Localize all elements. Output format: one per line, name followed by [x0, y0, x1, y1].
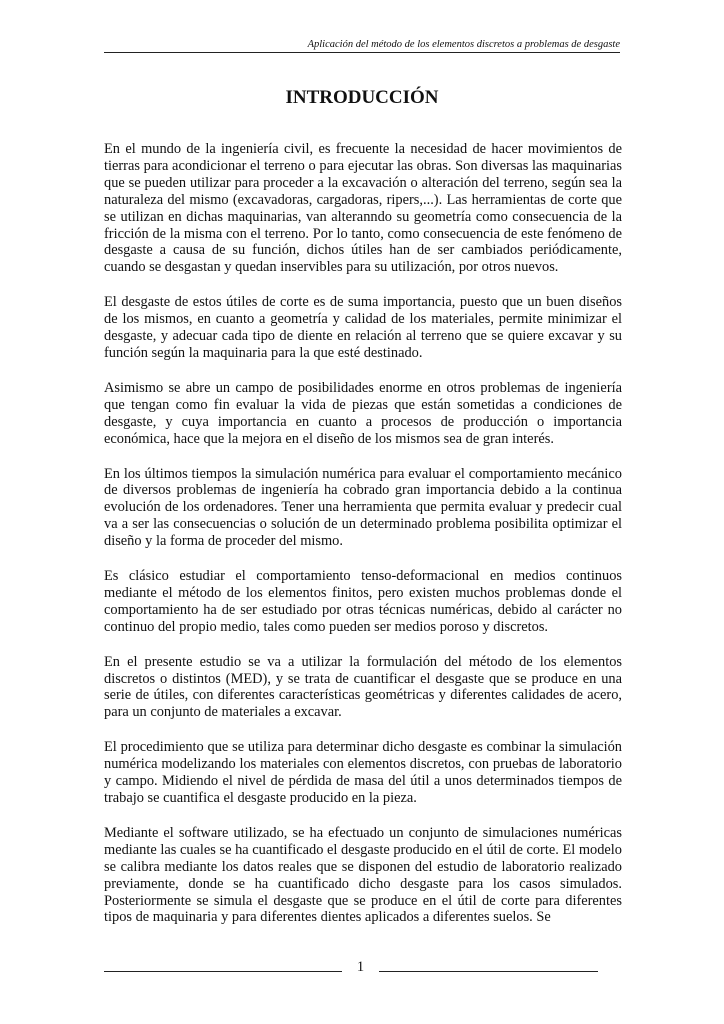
body-text — [104, 141, 622, 944]
paragraph: En el mundo de la ingeniería civil, es frecuente la necesidad de hacer movimientos de tierras para acondicionar el terreno o para ejecutar las obras. Son diversas las maquinarias que se pueden utilizar para proceder a la excavación o alteración del terreno, según sea la naturaleza del mismo (excavadoras, cargadoras, ripers,...). Las herramientas de corte que se utilizan en dichas maquinarias, van alteranndo su geometría como consecuencia de la fricción de la misma con el terreno. Por lo tanto, como consecuencia de este fenómeno de desgaste a causa de su función, dichos útiles han de ser cambiados periódicamente, cuando se desgastan y quedan inservibles para su utilización, por otros nuevos. — [104, 141, 622, 276]
footer-rule-left — [104, 971, 342, 972]
page-title: INTRODUCCIÓN — [285, 87, 439, 108]
running-header — [104, 38, 620, 53]
page-number: 1 — [356, 959, 365, 975]
paragraph: El desgaste de estos útiles de corte es de suma importancia, puesto que un buen diseños de los mismos, en cuanto a geometría y calidad de los materiales, permite minimizar el desgaste, y adecuar cada tipo de diente en relación al terreno que se quiere excavar y su función según la maquinaria para la que esté destinado. — [104, 294, 622, 361]
running-title: Aplicación del método de los elementos discretos a problemas de desgaste — [307, 39, 620, 50]
paragraph: Es clásico estudiar el comportamiento tenso-deformacional en medios continuos mediante el método de los elementos finitos, pero existen muchos problemas donde el comportamiento ha de ser estudiado por otras técnicas numéricas, debido al carácter no continuo del propio medio, tales como pueden ser medios poroso y discretos. — [104, 568, 622, 635]
footer-rule-right — [379, 971, 598, 972]
paragraph: Asimismo se abre un campo de posibilidades enorme en otros problemas de ingeniería que tengan como fin evaluar la vida de piezas que están sometidas a condiciones de desgaste, y cuya importancia en cuanto a procesos de producción o importancia económica, hace que la mejora en el diseño de los mismos sea de gran interés. — [104, 379, 622, 447]
paragraph: Mediante el software utilizado, se ha efectuado un conjunto de simulaciones numéricas mediante las cuales se ha cuantificado el desgaste producido en el útil de corte. El modelo se calibra mediante los datos reales que se disponen del estudio de laboratorio realizado previamente, donde se ha cuantificado dicho desgaste para los casos simulados. Posteriormente se simula el desgaste que se produce en el útil de corte para diferentes tipos de maquinaria y para diferentes dientes aplicados a diferentes suelos. Se — [104, 824, 622, 926]
page-footer — [104, 958, 598, 976]
paragraph: En el presente estudio se va a utilizar la formulación del método de los elementos discretos o distintos (MED), y se trata de cuantificar el desgaste que se produce en una serie de útiles, con diferentes características geométricas y diferentes calidades de acero, para un conjunto de materiales a excavar. — [104, 653, 622, 721]
paragraph: En los últimos tiempos la simulación numérica para evaluar el comportamiento mecánico de diversos problemas de ingeniería ha cobrado gran importancia debido a la continua evolución de los ordenadores. Tener una herramienta que permita evaluar y predecir cual va a ser las consecuencias o solución de un determinado problema posibilita optimizar el diseño y la forma de proceder del mismo. — [104, 465, 622, 550]
paragraph: El procedimiento que se utiliza para determinar dicho desgaste es combinar la simulación numérica modelizando los materiales con elementos discretos, con pruebas de laboratorio y campo. Midiendo el nivel de pérdida de masa del útil a unos determinados tiempos de trabajo se cuantifica el desgaste producido en la pieza. — [104, 739, 622, 806]
